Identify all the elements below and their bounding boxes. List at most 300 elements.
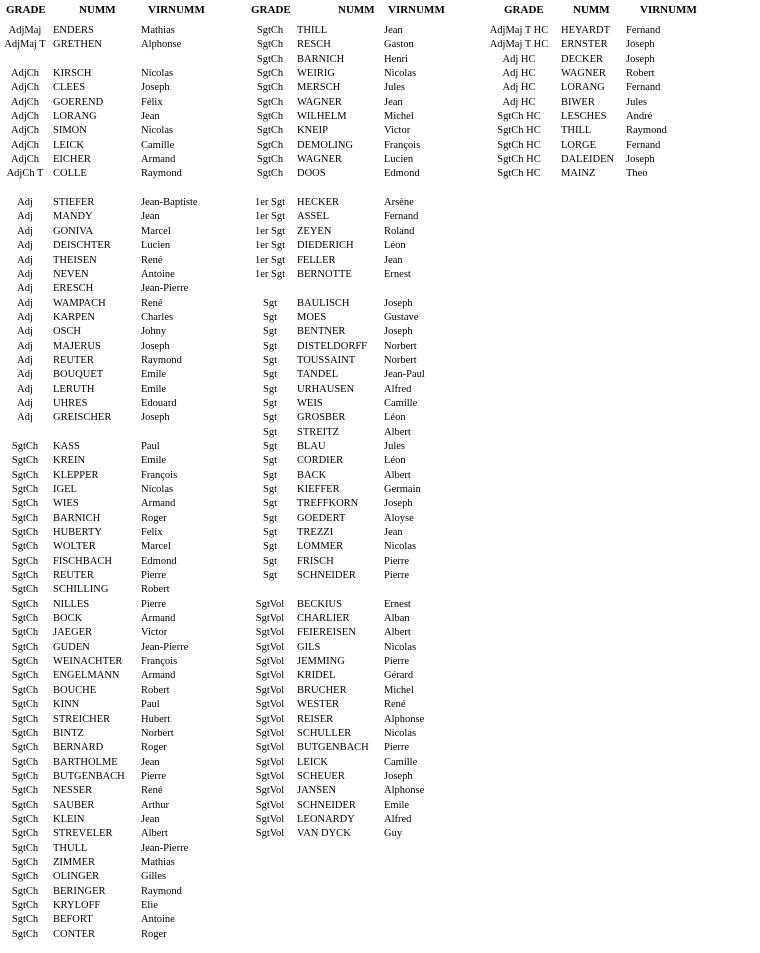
surname-cell: ERNSTER <box>561 39 608 51</box>
rank-cell: SgtCh <box>256 39 284 51</box>
first-name-cell: Nicolas <box>141 125 174 137</box>
first-name-cell: Gilles <box>141 871 167 883</box>
first-name-cell: Charles <box>141 311 174 323</box>
roster-row <box>0 626 245 640</box>
rank-cell: SgtCh <box>11 613 39 625</box>
surname-cell: REUTER <box>53 354 94 366</box>
rank-cell: SgtCh <box>11 684 39 696</box>
surname-cell: BECKIUS <box>297 598 342 610</box>
roster-row <box>0 383 245 397</box>
surname-cell: MANDY <box>53 211 93 223</box>
roster-row <box>245 440 485 454</box>
roster-row <box>245 713 485 727</box>
roster-row <box>245 124 485 138</box>
roster-row <box>245 684 485 698</box>
rank-cell: Adj <box>17 311 33 323</box>
rank-cell: Sgt <box>262 527 277 539</box>
rank-cell: Sgt <box>262 440 277 452</box>
rank-cell: SgtCh HC <box>497 168 541 180</box>
rank-cell: Sgt <box>262 354 277 366</box>
surname-cell: GILS <box>297 641 321 653</box>
roster-row <box>0 713 245 727</box>
rank-cell: Adj <box>17 369 33 381</box>
roster-row <box>485 81 760 95</box>
rank-cell: SgtCh <box>11 512 39 524</box>
roster-row <box>245 354 485 368</box>
rank-cell: SgtVol <box>255 684 285 696</box>
roster-row <box>0 110 245 124</box>
first-name-cell: François <box>384 139 421 151</box>
rank-cell: Adj <box>17 297 33 309</box>
surname-cell: THEISEN <box>53 254 97 266</box>
first-name-cell: Albert <box>384 469 411 481</box>
roster-row <box>0 325 245 339</box>
surname-cell: DALEIDEN <box>561 154 615 166</box>
rank-cell: Sgt <box>262 469 277 481</box>
first-name-cell: Roger <box>141 742 167 754</box>
first-name-cell: Armand <box>141 670 176 682</box>
roster-row <box>245 340 485 354</box>
rank-cell: SgtCh <box>11 856 39 868</box>
rank-cell: Sgt <box>262 397 277 409</box>
surname-cell: HUBERTY <box>53 527 102 539</box>
rank-cell: SgtCh <box>11 656 39 668</box>
roster-row <box>245 698 485 712</box>
header-name: NUMM <box>573 4 610 16</box>
roster-row <box>0 469 245 483</box>
surname-cell: MOES <box>297 311 327 323</box>
surname-cell: LEICK <box>297 756 328 768</box>
rank-cell: AdjCh <box>10 68 39 80</box>
first-name-cell: Emile <box>384 799 410 811</box>
rank-cell: SgtCh <box>11 756 39 768</box>
rank-cell: Sgt <box>262 412 277 424</box>
rank-cell: Adj <box>17 397 33 409</box>
surname-cell: GUDEN <box>53 641 90 653</box>
roster-row <box>0 454 245 468</box>
header-grade: GRADE <box>6 4 46 16</box>
rank-cell: SgtCh <box>11 541 39 553</box>
roster-row <box>245 38 485 52</box>
roster-row <box>0 756 245 770</box>
first-name-cell: Alphonse <box>141 39 182 51</box>
surname-cell: CHARLIER <box>297 613 350 625</box>
rank-cell: Adj HC <box>502 68 536 80</box>
first-name-cell: Alfred <box>384 813 412 825</box>
group-spacer <box>245 182 485 196</box>
first-name-cell: Norbert <box>141 727 174 739</box>
roster-column-2 <box>245 0 485 842</box>
roster-row <box>245 239 485 253</box>
rank-cell: SgtCh <box>256 82 284 94</box>
first-name-cell: Robert <box>626 68 655 80</box>
first-name-cell: Guy <box>384 828 403 840</box>
rank-cell: SgtCh <box>256 168 284 180</box>
first-name-cell: Alphonse <box>384 713 425 725</box>
surname-cell: LORANG <box>561 82 605 94</box>
first-name-cell: Mathias <box>141 856 175 868</box>
surname-cell: NEVEN <box>53 268 89 280</box>
first-name-cell: Lucien <box>141 240 171 252</box>
rank-cell: SgtCh <box>11 440 39 452</box>
rank-cell: Sgt <box>262 541 277 553</box>
first-name-cell: Jean-Pierre <box>141 842 189 854</box>
rank-cell: SgtCh <box>11 713 39 725</box>
rank-cell: SgtVol <box>255 813 285 825</box>
roster-row <box>245 24 485 38</box>
rank-cell: SgtCh <box>11 670 39 682</box>
first-name-cell: Lucien <box>384 154 414 166</box>
surname-cell: SCHNEIDER <box>297 799 356 811</box>
rank-cell: SgtCh <box>11 627 39 639</box>
surname-cell: DISTELDORFF <box>297 340 368 352</box>
rank-cell: Adj <box>17 412 33 424</box>
roster-row <box>245 225 485 239</box>
surname-cell: WAGNER <box>297 96 342 108</box>
roster-row <box>0 368 245 382</box>
surname-cell: TANDEL <box>297 369 339 381</box>
surname-cell: WIES <box>53 498 79 510</box>
rank-cell: SgtCh <box>11 885 39 897</box>
first-name-cell: Jean <box>141 813 160 825</box>
roster-row <box>485 153 760 167</box>
surname-cell: URHAUSEN <box>297 383 355 395</box>
surname-cell: UHRES <box>53 397 88 409</box>
rank-cell: Adj HC <box>502 96 536 108</box>
first-name-cell: Edouard <box>141 397 177 409</box>
roster-row <box>245 426 485 440</box>
surname-cell: STREITZ <box>297 426 339 438</box>
surname-cell: ZIMMER <box>53 856 95 868</box>
group-spacer <box>0 182 245 196</box>
surname-cell: LORGE <box>561 139 596 151</box>
rank-cell: 1er Sgt <box>254 268 286 280</box>
header-first-name: VIRNUMM <box>148 4 205 16</box>
surname-cell: LORANG <box>53 111 97 123</box>
first-name-cell: Pierre <box>384 570 410 582</box>
surname-cell: TREZZI <box>297 527 334 539</box>
surname-cell: COLLE <box>53 168 87 180</box>
first-name-cell: Fernand <box>384 211 419 223</box>
rank-cell: AdjCh <box>10 154 39 166</box>
surname-cell: OLINGER <box>53 871 100 883</box>
first-name-cell: René <box>141 297 163 309</box>
rank-cell: SgtCh <box>11 813 39 825</box>
first-name-cell: Joseph <box>141 412 170 424</box>
surname-cell: GOEREND <box>53 96 104 108</box>
first-name-cell: Felix <box>141 527 163 539</box>
roster-row <box>0 698 245 712</box>
first-name-cell: Jean-Pierre <box>141 283 189 295</box>
first-name-cell: Pierre <box>141 598 167 610</box>
surname-cell: NILLES <box>53 598 90 610</box>
roster-row <box>245 297 485 311</box>
rank-cell: Sgt <box>262 383 277 395</box>
surname-cell: KLEPPER <box>53 469 99 481</box>
column-header <box>245 0 485 24</box>
rank-cell: Adj <box>17 225 33 237</box>
first-name-cell: Jean <box>141 111 160 123</box>
surname-cell: GONIVA <box>53 225 94 237</box>
surname-cell: KIEFFER <box>297 484 340 495</box>
roster-row <box>245 397 485 411</box>
surname-cell: REISER <box>297 713 334 725</box>
first-name-cell: Joseph <box>626 39 655 51</box>
surname-cell: LEICK <box>53 139 84 151</box>
rank-cell: Sgt <box>262 498 277 510</box>
roster-row <box>245 612 485 626</box>
surname-cell: MAINZ <box>561 168 596 180</box>
surname-cell: MAJERUS <box>53 340 101 352</box>
surname-cell: MERSCH <box>297 82 341 94</box>
header-name: NUMM <box>338 4 375 16</box>
roster-row <box>245 81 485 95</box>
roster-row <box>245 411 485 425</box>
surname-cell: KIRSCH <box>53 68 92 80</box>
header-first-name: VIRNUMM <box>388 4 445 16</box>
surname-cell: HEYARDT <box>561 25 610 36</box>
roster-row <box>0 268 245 282</box>
first-name-cell: Armand <box>141 154 176 166</box>
rank-cell: SgtCh HC <box>497 111 541 123</box>
rank-cell: Sgt <box>262 326 277 338</box>
roster-row <box>0 885 245 899</box>
rank-cell: SgtVol <box>255 713 285 725</box>
first-name-cell: Nicolas <box>384 727 417 739</box>
surname-cell: IGEL <box>53 484 77 495</box>
surname-cell: VAN DYCK <box>297 828 351 840</box>
first-name-cell: Pierre <box>384 742 410 754</box>
rank-cell: 1er Sgt <box>254 240 286 252</box>
rank-cell: Adj <box>17 197 33 209</box>
first-name-cell: Marcel <box>141 541 171 553</box>
first-name-cell: Victor <box>141 627 168 639</box>
rank-cell: SgtCh <box>11 742 39 754</box>
roster-row <box>0 397 245 411</box>
roster-row <box>485 96 760 110</box>
surname-cell: WAGNER <box>561 68 606 80</box>
roster-row <box>0 167 245 181</box>
rank-cell: SgtCh <box>11 842 39 854</box>
roster-row <box>0 210 245 224</box>
roster-row <box>0 282 245 296</box>
roster-row <box>245 770 485 784</box>
surname-cell: WOLTER <box>53 541 96 553</box>
roster-row <box>0 913 245 927</box>
rank-cell: SgtCh <box>256 125 284 137</box>
roster-row <box>485 67 760 81</box>
rank-cell: Adj HC <box>502 53 536 65</box>
surname-cell: BINTZ <box>53 727 84 739</box>
first-name-cell: Germain <box>384 484 421 495</box>
roster-row <box>245 325 485 339</box>
rank-cell: Adj <box>17 268 33 280</box>
roster-row <box>0 899 245 913</box>
rank-cell: Adj <box>17 340 33 352</box>
rank-cell: 1er Sgt <box>254 211 286 223</box>
column-header <box>485 0 760 24</box>
surname-cell: BIWER <box>561 96 595 108</box>
rank-cell: Adj HC <box>502 82 536 94</box>
first-name-cell: Norbert <box>384 340 417 352</box>
rank-cell: Sgt <box>262 311 277 323</box>
surname-cell: FRISCH <box>297 555 334 567</box>
surname-cell: GOEDERT <box>297 512 346 524</box>
rank-cell: Adj <box>17 254 33 266</box>
first-name-cell: Gaston <box>384 39 414 51</box>
first-name-cell: Jean <box>384 254 403 266</box>
surname-cell: TOUSSAINT <box>297 354 356 366</box>
surname-cell: KARPEN <box>53 311 96 323</box>
rank-cell: SgtCh <box>11 555 39 567</box>
rank-cell: SgtVol <box>255 670 285 682</box>
rank-cell: SgtCh <box>11 469 39 481</box>
first-name-cell: Edmond <box>141 555 177 567</box>
rank-cell: SgtCh <box>11 570 39 582</box>
first-name-cell: Mathias <box>141 25 175 36</box>
roster-row <box>245 569 485 583</box>
first-name-cell: François <box>141 469 178 481</box>
rank-cell: SgtVol <box>255 598 285 610</box>
first-name-cell: Theo <box>626 168 648 180</box>
rank-cell: AdjCh <box>10 82 39 94</box>
roster-row <box>0 784 245 798</box>
first-name-cell: Léon <box>384 240 406 252</box>
first-name-cell: Henri <box>384 53 408 65</box>
rank-cell: Sgt <box>262 455 277 467</box>
rank-cell: AdjMaj T HC <box>489 39 549 51</box>
surname-cell: THILL <box>561 125 592 137</box>
roster-row <box>245 641 485 655</box>
first-name-cell: Emile <box>141 369 167 381</box>
rank-cell: AdjCh <box>10 111 39 123</box>
roster-row <box>0 928 245 942</box>
surname-cell: DEISCHTER <box>53 240 111 252</box>
roster-row <box>245 311 485 325</box>
surname-cell: WAMPACH <box>53 297 106 309</box>
first-name-cell: Antoine <box>141 914 175 926</box>
roster-row <box>0 569 245 583</box>
first-name-cell: Armand <box>141 498 176 510</box>
header-grade: GRADE <box>504 4 544 16</box>
surname-cell: BENTNER <box>297 326 346 338</box>
surname-cell: WEINACHTER <box>53 656 123 668</box>
surname-cell: SAUBER <box>53 799 95 811</box>
rank-cell: SgtVol <box>255 828 285 840</box>
surname-cell: BARNICH <box>297 53 345 65</box>
rank-cell: AdjCh <box>10 139 39 151</box>
roster-row <box>245 756 485 770</box>
surname-cell: CLEES <box>53 82 86 94</box>
rank-cell: SgtCh <box>11 799 39 811</box>
first-name-cell: Jules <box>384 440 405 452</box>
roster-row <box>0 870 245 884</box>
roster-row <box>0 311 245 325</box>
rank-cell: SgtCh <box>11 527 39 539</box>
rank-cell: Adj <box>17 240 33 252</box>
surname-cell: ENGELMANN <box>53 670 120 682</box>
roster-row <box>485 53 760 67</box>
first-name-cell: François <box>141 656 178 668</box>
first-name-cell: Arthur <box>141 799 169 811</box>
roster-row <box>0 512 245 526</box>
roster-row <box>0 124 245 138</box>
surname-cell: BOCK <box>53 613 83 625</box>
first-name-cell: Robert <box>141 684 170 696</box>
roster-column-1 <box>0 0 245 942</box>
roster-row <box>0 67 245 81</box>
roster-row <box>245 626 485 640</box>
rank-cell: Sgt <box>262 555 277 567</box>
surname-cell: GROSBER <box>297 412 346 424</box>
first-name-cell: Alfred <box>384 383 412 395</box>
rank-cell: AdjMaj T <box>4 39 46 51</box>
rank-cell: SgtCh <box>11 455 39 467</box>
rank-cell: Adj <box>17 383 33 395</box>
surname-cell: SCHNEIDER <box>297 570 356 582</box>
roster-row <box>245 727 485 741</box>
first-name-cell: Arsène <box>384 197 414 209</box>
surname-cell: JEMMING <box>297 656 345 668</box>
first-name-cell: Jean <box>384 25 403 36</box>
roster-row <box>245 67 485 81</box>
group-spacer <box>0 426 245 440</box>
rank-cell: SgtCh <box>256 111 284 123</box>
surname-cell: KINN <box>53 699 80 711</box>
first-name-cell: Roland <box>384 225 415 237</box>
rank-cell: Sgt <box>262 340 277 352</box>
first-name-cell: Camille <box>384 397 418 409</box>
roster-row <box>0 856 245 870</box>
roster-row <box>0 411 245 425</box>
rank-cell: AdjCh <box>10 96 39 108</box>
first-name-cell: Raymond <box>141 354 182 366</box>
first-name-cell: Joseph <box>384 498 413 510</box>
first-name-cell: Fernand <box>626 82 661 94</box>
rank-cell: SgtCh HC <box>497 125 541 137</box>
rank-cell: SgtCh <box>256 68 284 80</box>
roster-row <box>0 24 245 38</box>
surname-cell: WEIS <box>297 397 323 409</box>
first-name-cell: Léon <box>384 455 406 467</box>
surname-cell: GREISCHER <box>53 412 112 424</box>
roster-column-3 <box>485 0 760 182</box>
surname-cell: KREIN <box>53 455 86 467</box>
roster-row <box>245 784 485 798</box>
first-name-cell: Ernest <box>384 598 411 610</box>
surname-cell: RESCH <box>297 39 331 51</box>
surname-cell: BOUCHE <box>53 684 97 696</box>
rank-cell: SgtCh HC <box>497 139 541 151</box>
surname-cell: BARNICH <box>53 512 101 524</box>
surname-cell: WESTER <box>297 699 339 711</box>
rank-cell: SgtCh <box>11 584 39 596</box>
roster-row <box>0 799 245 813</box>
roster-row <box>245 483 485 497</box>
surname-cell: DECKER <box>561 53 603 65</box>
rank-cell: SgtVol <box>255 770 285 782</box>
rank-cell: Sgt <box>262 512 277 524</box>
roster-row <box>485 110 760 124</box>
surname-cell: SIMON <box>53 125 87 137</box>
surname-cell: KLEIN <box>53 813 85 825</box>
roster-row <box>0 770 245 784</box>
first-name-cell: Pierre <box>384 555 410 567</box>
rank-cell: SgtVol <box>255 641 285 653</box>
first-name-cell: Joseph <box>626 53 655 65</box>
first-name-cell: Paul <box>141 440 160 452</box>
roster-row <box>245 512 485 526</box>
